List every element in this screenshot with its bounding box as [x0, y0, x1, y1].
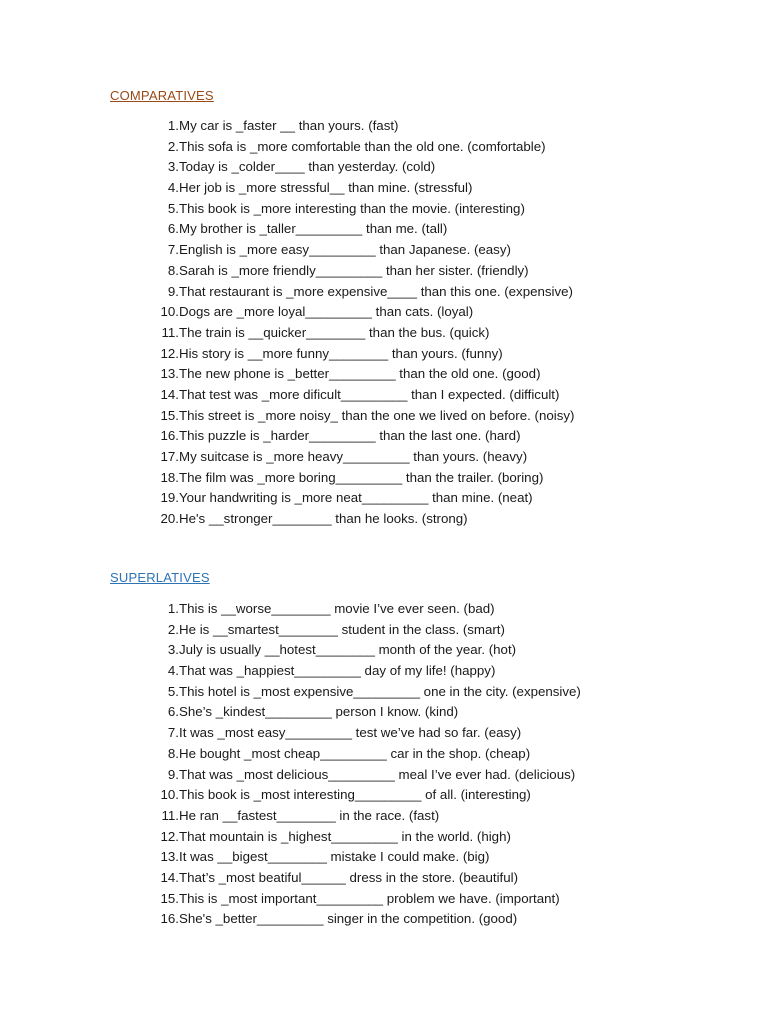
- exercise-item: [140, 889, 581, 910]
- superlatives-list: [140, 599, 581, 930]
- item-number: 3.: [167, 642, 179, 658]
- item-sentence: This is __worse________ movie I’ve ever seen. (bad): [179, 601, 495, 616]
- exercise-item: [140, 806, 581, 827]
- item-number: 13.: [160, 849, 179, 865]
- item-number: 5.: [167, 683, 179, 699]
- item-number: 13.: [160, 366, 179, 382]
- exercise-item: [140, 282, 574, 303]
- item-number: 7.: [167, 242, 179, 258]
- item-number: 20.: [160, 511, 179, 527]
- exercise-item: [140, 385, 574, 406]
- item-number: 15.: [160, 407, 179, 423]
- item-number: 11.: [161, 807, 179, 823]
- item-sentence: That test was _more dificult_________ than I expected. (difficult): [179, 386, 560, 402]
- item-sentence: That mountain is _highest_________ in the world. (high): [179, 828, 511, 844]
- item-number: 4.: [167, 180, 179, 196]
- item-number: 12.: [160, 345, 179, 361]
- item-sentence: That was _most delicious_________ meal I’ve ever had. (delicious): [179, 766, 576, 782]
- exercise-item: [140, 847, 581, 868]
- exercise-item: [140, 344, 574, 365]
- item-sentence: This book is _most interesting_________ of all. (interesting): [179, 787, 531, 803]
- exercise-item: [140, 468, 574, 489]
- exercise-item: [140, 723, 581, 744]
- item-number: 7.: [167, 725, 179, 741]
- exercise-item: [140, 323, 574, 344]
- item-number: 8.: [167, 745, 179, 761]
- item-number: 2.: [167, 621, 179, 637]
- item-sentence: English is _more easy_________ than Japanese. (easy): [179, 242, 511, 258]
- item-sentence: He bought _most cheap_________ car in the shop. (cheap): [179, 745, 531, 761]
- item-number: 5.: [167, 200, 179, 216]
- item-sentence: He ran __fastest________ in the race. (fast): [179, 807, 440, 823]
- comparatives-heading: COMPARATIVES: [110, 88, 214, 103]
- item-sentence: He is __smartest________ student in the class. (smart): [179, 621, 505, 637]
- item-number: 9.: [167, 283, 179, 299]
- item-number: 6.: [167, 704, 179, 720]
- item-number: 14.: [160, 386, 179, 402]
- exercise-item: [140, 116, 574, 137]
- item-sentence: That’s _most beatiful______ dress in the store. (beautiful): [179, 869, 519, 885]
- item-sentence: Today is _colder____ than yesterday. (cold): [179, 159, 436, 175]
- item-number: 17.: [160, 449, 179, 464]
- item-number: 2.: [167, 138, 179, 154]
- exercise-item: [140, 157, 574, 178]
- item-sentence: This street is _more noisy_ than the one we lived on before. (noisy): [179, 407, 575, 423]
- exercise-item: [140, 178, 574, 199]
- item-sentence: That restaurant is _more expensive____ than this one. (expensive): [179, 283, 573, 299]
- item-number: 10.: [160, 304, 179, 320]
- exercise-item: [140, 702, 581, 723]
- exercise-item: [140, 240, 574, 261]
- item-sentence: Sarah is _more friendly_________ than her sister. (friendly): [179, 262, 529, 278]
- exercise-item: [140, 219, 574, 240]
- exercise-item: [140, 426, 574, 447]
- item-number: 4.: [167, 663, 179, 679]
- item-number: 18.: [160, 469, 179, 485]
- item-sentence: My suitcase is _more heavy_________ than yours. (heavy): [179, 449, 528, 464]
- item-sentence: The film was _more boring_________ than the trailer. (boring): [179, 469, 544, 485]
- item-number: 15.: [160, 890, 179, 906]
- exercise-item: [140, 640, 581, 661]
- exercise-item: [140, 261, 574, 282]
- item-sentence: This book is _more interesting than the movie. (interesting): [179, 200, 525, 216]
- item-number: 8.: [167, 262, 179, 278]
- item-number: 1.: [167, 601, 179, 616]
- item-sentence: My brother is _taller_________ than me. (tall): [179, 221, 448, 237]
- item-sentence: Your handwriting is _more neat_________ than mine. (neat): [179, 490, 533, 506]
- exercise-item: [140, 509, 574, 530]
- exercise-item: [140, 406, 574, 427]
- exercise-item: [140, 199, 574, 220]
- item-number: 1.: [167, 118, 179, 133]
- item-sentence: This sofa is _more comfortable than the old one. (comfortable): [179, 138, 546, 154]
- item-number: 9.: [167, 766, 179, 782]
- exercise-item: [140, 620, 581, 641]
- exercise-item: [140, 661, 581, 682]
- exercise-item: [140, 682, 581, 703]
- exercise-item: [140, 447, 574, 468]
- item-sentence: It was _most easy_________ test we’ve had so far. (easy): [179, 725, 522, 741]
- exercise-item: [140, 599, 581, 620]
- exercise-item: [140, 302, 574, 323]
- item-number: 3.: [167, 159, 179, 175]
- item-sentence: This puzzle is _harder_________ than the last one. (hard): [179, 428, 521, 444]
- item-number: 11.: [161, 324, 179, 340]
- item-sentence: July is usually __hotest________ month of the year. (hot): [179, 642, 517, 658]
- exercise-item: [140, 744, 581, 765]
- item-number: 14.: [160, 869, 179, 885]
- exercise-item: [140, 488, 574, 509]
- comparatives-list: [140, 116, 574, 530]
- item-sentence: She's _better_________ singer in the competition. (good): [179, 911, 518, 927]
- item-sentence: His story is __more funny________ than yours. (funny): [179, 345, 503, 361]
- item-sentence: She’s _kindest_________ person I know. (kind): [179, 704, 459, 720]
- item-sentence: The train is __quicker________ than the bus. (quick): [179, 324, 490, 340]
- exercise-item: [140, 137, 574, 158]
- item-sentence: He's __stronger________ than he looks. (strong): [179, 511, 468, 527]
- item-number: 16.: [160, 911, 179, 927]
- exercise-item: [140, 364, 574, 385]
- item-number: 6.: [167, 221, 179, 237]
- item-number: 16.: [160, 428, 179, 444]
- item-sentence: This is _most important_________ problem we have. (important): [179, 890, 560, 906]
- item-sentence: Her job is _more stressful__ than mine. (stressful): [179, 180, 473, 196]
- item-sentence: The new phone is _better_________ than the old one. (good): [179, 366, 541, 382]
- item-sentence: This hotel is _most expensive_________ one in the city. (expensive): [179, 683, 581, 699]
- item-sentence: Dogs are _more loyal_________ than cats. (loyal): [179, 304, 474, 320]
- item-sentence: It was __bigest________ mistake I could make. (big): [179, 849, 490, 865]
- item-number: 19.: [160, 490, 179, 506]
- item-number: 12.: [160, 828, 179, 844]
- item-sentence: That was _happiest_________ day of my life! (happy): [179, 663, 496, 679]
- exercise-item: [140, 909, 581, 930]
- exercise-item: [140, 827, 581, 848]
- exercise-item: [140, 785, 581, 806]
- item-number: 10.: [160, 787, 179, 803]
- superlatives-heading: SUPERLATIVES: [110, 570, 210, 585]
- exercise-item: [140, 765, 581, 786]
- exercise-item: [140, 868, 581, 889]
- item-sentence: My car is _faster __ than yours. (fast): [179, 118, 399, 133]
